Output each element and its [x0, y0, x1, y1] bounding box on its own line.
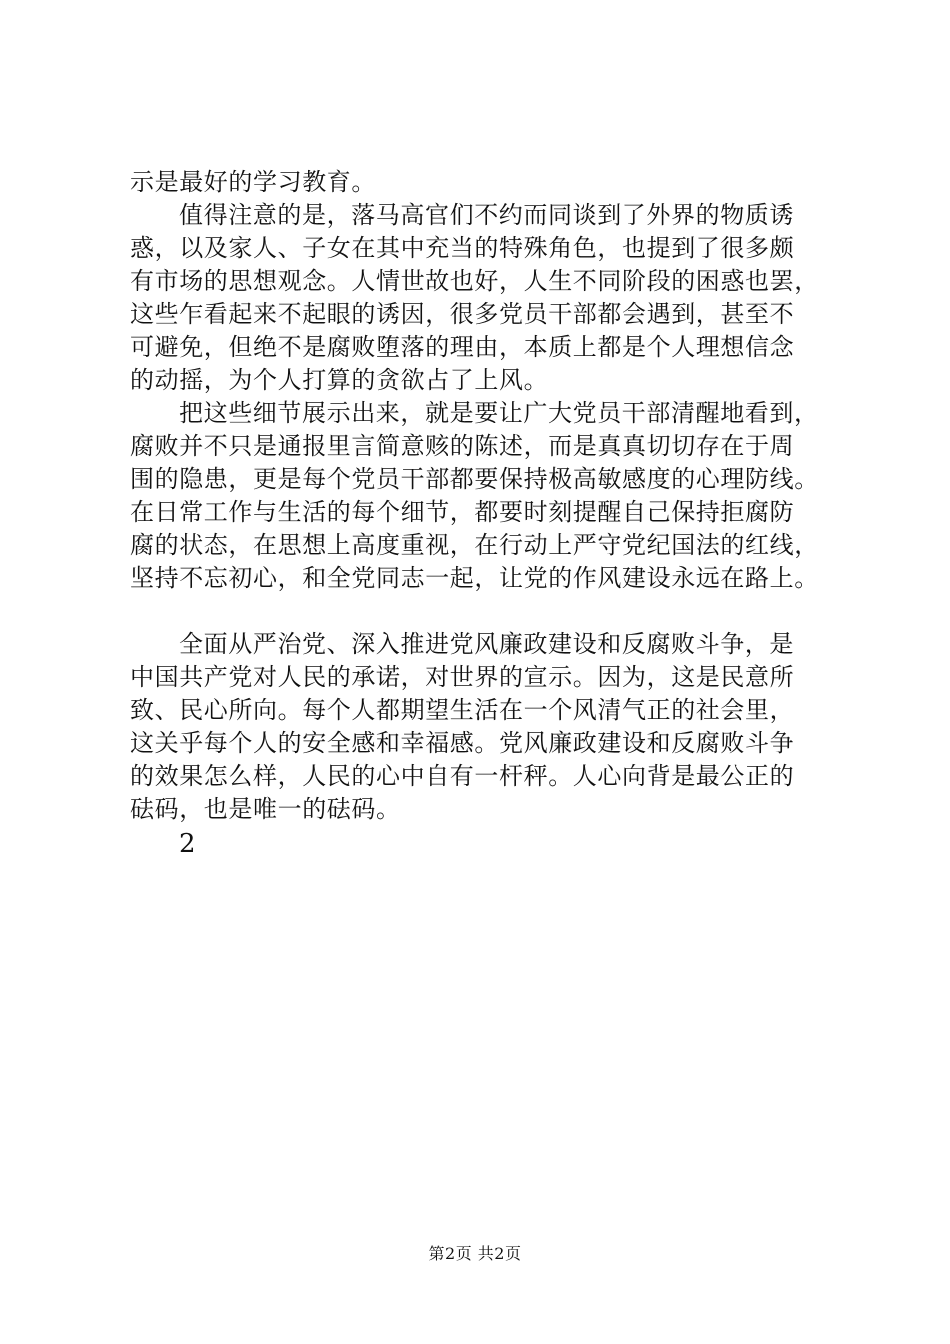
inline-page-number: 2 [179, 829, 196, 859]
paragraph-first-line: 全面从严治党、深入推进党风廉政建设和反腐败斗争，是 [179, 630, 794, 658]
paragraph-gap [130, 595, 870, 628]
document-body [130, 166, 870, 863]
text-line: 可避免，但绝不是腐败堕落的理由，本质上都是个人理想信念 [130, 333, 795, 361]
text-line: 惑，以及家人、子女在其中充当的特殊角色，也提到了很多颇 [130, 234, 795, 262]
page-footer: 第2页 共2页 [428, 1244, 522, 1263]
text-line: 这关乎每个人的安全感和幸福感。党风廉政建设和反腐败斗争 [130, 729, 795, 757]
text-line: 腐的状态，在思想上高度重视，在行动上严守党纪国法的红线， [130, 531, 819, 559]
text-line: 有市场的思想观念。人情世故也好，人生不同阶段的困惑也罢， [130, 267, 819, 295]
text-line: 的效果怎么样，人民的心中自有一杆秤。人心向背是最公正的 [130, 762, 795, 790]
text-line: 围的隐患，更是每个党员干部都要保持极高敏感度的心理防线。 [130, 465, 819, 493]
text-line: 在日常工作与生活的每个细节，都要时刻提醒自己保持拒腐防 [130, 498, 795, 526]
paragraph-first-line: 值得注意的是，落马高官们不约而同谈到了外界的物质诱 [179, 201, 794, 229]
text-line: 砝码，也是唯一的砝码。 [130, 795, 401, 823]
text-line: 中国共产党对人民的承诺，对世界的宣示。因为，这是民意所 [130, 663, 795, 691]
text-line: 示是最好的学习教育。 [130, 168, 376, 196]
text-line: 腐败并不只是通报里言简意赅的陈述，而是真真切切存在于周 [130, 432, 795, 460]
text-line: 的动摇，为个人打算的贪欲占了上风。 [130, 366, 549, 394]
text-line: 致、民心所向。每个人都期望生活在一个风清气正的社会里， [130, 696, 795, 724]
text-line: 这些乍看起来不起眼的诱因，很多党员干部都会遇到，甚至不 [130, 300, 795, 328]
paragraph-first-line: 把这些细节展示出来，就是要让广大党员干部清醒地看到， [179, 399, 819, 427]
text-line: 坚持不忘初心，和全党同志一起，让党的作风建设永远在路上。 [130, 564, 819, 592]
